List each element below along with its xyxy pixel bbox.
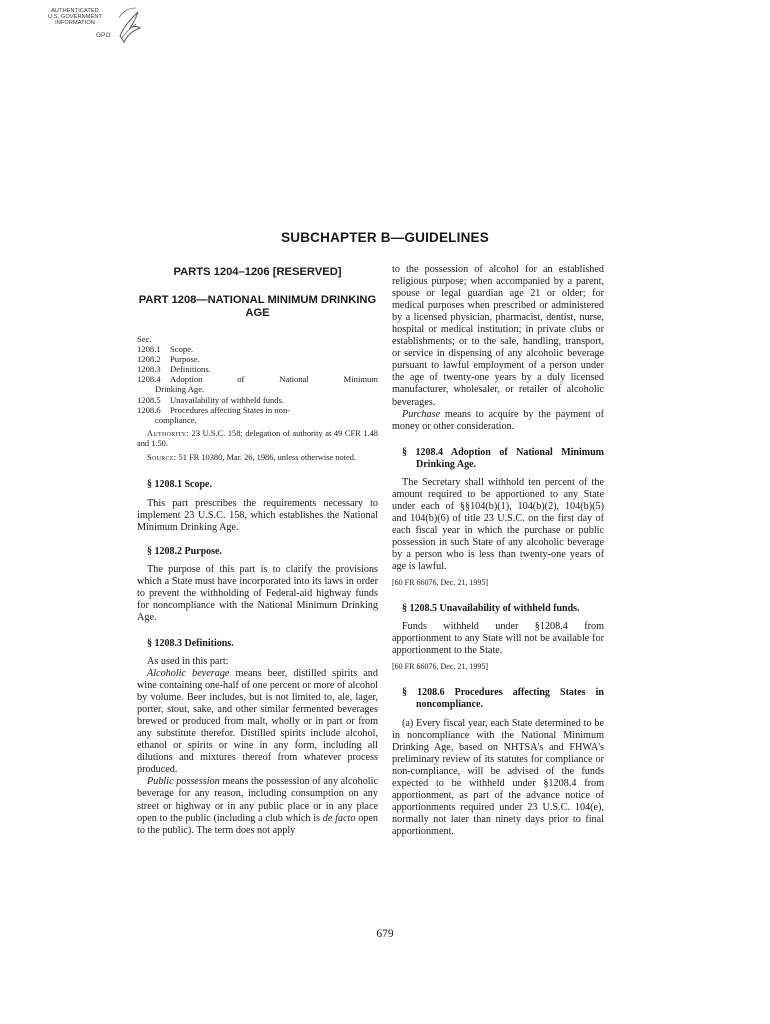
toc-section-number: 1208.4 bbox=[137, 374, 161, 385]
eagle-icon bbox=[116, 6, 142, 46]
defined-term: Public possession bbox=[147, 776, 220, 788]
toc-section-number: 1208.3 bbox=[137, 364, 161, 375]
section-1208-5-body: Funds withheld under §1208.4 from apportionment to any State will not be available for apportionment to the State. bbox=[392, 621, 604, 657]
toc-section-title-continued: Drinking Age. bbox=[155, 384, 205, 395]
definition-text: means to acquire by the payment of money or other consideration. bbox=[392, 408, 604, 432]
authority-label: Authority: bbox=[147, 428, 190, 438]
section-1208-6-body: (a) Every fiscal year, each State determined to be in noncompliance with the National Minimum Drinking Age, based on NHTSA's and FHWA's preliminary review of its statutes for compliance or non-compliance, will be advised of the funds expected to be withheld under §1208.4 from apportionment, as part of the advance notice of apportionments required under 23 U.S.C. 104(e), normally not later than ninety days prior to final apportionment. bbox=[392, 717, 604, 837]
toc-section-title: Unavailability of withheld funds. bbox=[170, 394, 285, 405]
section-1208-4-citation: [60 FR 66076, Dec. 21, 1995] bbox=[392, 578, 488, 588]
definition-purchase bbox=[392, 409, 604, 433]
section-1208-1-heading: § 1208.1 Scope. bbox=[147, 479, 212, 491]
section-1208-2-body: The purpose of this part is to clarify the provisions which a State must have incorporated into its laws in order to prevent the withholding of Federal-aid highway funds for noncompliance with the National Minimum Drinking Age. bbox=[137, 563, 378, 623]
right-column bbox=[392, 264, 604, 838]
seal-gpo-label: GPO bbox=[96, 32, 111, 39]
toc-row[interactable] bbox=[137, 374, 378, 384]
toc-row[interactable] bbox=[137, 354, 378, 364]
section-1208-2-heading: § 1208.2 Purpose. bbox=[147, 545, 222, 557]
section-1208-6-heading: § 1208.6 Procedures affecting States in noncompliance. bbox=[402, 687, 604, 711]
toc-section-number: 1208.6 bbox=[137, 404, 161, 415]
definition-alcoholic-beverage bbox=[137, 668, 378, 776]
toc-section-title: Procedures affecting States in non- bbox=[170, 404, 291, 415]
definition-public-possession bbox=[137, 776, 378, 836]
part-title-heading: PART 1208—NATIONAL MINIMUM DRINKING AGE bbox=[138, 294, 377, 319]
toc-section-title: Adoption of National Minimum bbox=[170, 374, 378, 385]
toc-row[interactable] bbox=[137, 344, 378, 354]
left-column bbox=[137, 264, 378, 837]
authority-note bbox=[137, 429, 378, 449]
source-label: Source: bbox=[147, 453, 177, 463]
section-1208-4-body: The Secretary shall withhold ten percent of the amount required to be apportioned to any State under each of §§104(b)(1), 104(b)(2), 104(b)(5) and 104(b)(6) of title 23 U.S.C. on the first day of each fiscal year in which the purchase or public possession in such State of any alcoholic beverage by a person who is less than twenty-one years of age is lawful. bbox=[392, 476, 604, 573]
gpo-authentication-seal bbox=[30, 4, 142, 48]
authority-text: 23 U.S.C. 158; delegation of authority at 49 CFR 1.48 and 1.50. bbox=[137, 428, 378, 449]
definition-text: means the possession of any alcoholic beverage for any reason, including consumption on any street or highway or in any public place or in any place open to the public (including a club which is bbox=[137, 776, 378, 824]
parts-reserved-heading: PARTS 1204–1206 [RESERVED] bbox=[173, 266, 342, 278]
toc-section-number: 1208.2 bbox=[137, 354, 161, 365]
defined-term: Purchase bbox=[402, 408, 441, 420]
italic-latin-phrase: de facto bbox=[322, 812, 356, 824]
definition-text: open to the public). The term does not apply bbox=[137, 812, 378, 836]
source-text: 51 FR 10380, Mar. 26, 1986, unless otherwise noted. bbox=[176, 453, 357, 463]
toc-row[interactable] bbox=[137, 405, 378, 415]
toc-section-title: Purpose. bbox=[170, 354, 200, 365]
table-of-contents bbox=[137, 334, 378, 425]
seal-line-3: INFORMATION bbox=[55, 20, 95, 26]
section-1208-5-citation: [60 FR 66076, Dec. 21, 1995] bbox=[392, 662, 488, 672]
toc-row[interactable] bbox=[137, 364, 378, 374]
section-1208-3-intro: As used in this part: bbox=[147, 655, 229, 667]
seal-line-1: AUTHENTICATED bbox=[51, 8, 99, 14]
toc-sec-label: Sec. bbox=[137, 334, 152, 344]
toc-section-title-continued: compliance. bbox=[155, 414, 197, 425]
seal-text bbox=[30, 8, 120, 26]
toc-section-title: Definitions. bbox=[170, 364, 211, 375]
section-1208-3-heading: § 1208.3 Definitions. bbox=[147, 637, 234, 649]
subchapter-title: SUBCHAPTER B—GUIDELINES bbox=[281, 230, 489, 245]
seal-line-2: U.S. GOVERNMENT bbox=[47, 14, 103, 20]
page-number: 679 bbox=[376, 928, 394, 940]
definition-text: means beer, distilled spirits and wine containing one-half of one percent or more of alcohol by volume. Beer includes, but is not limited to, ale, lager, porter, stout, sake, and other similar fermented beverages brewed or produced from malt, wholly or in part or from any substitute therefor. Distilled spirits include alcohol, ethanol or spirits or wine in any form, including all dilutions and mixtures thereof from whatever process produced. bbox=[137, 668, 378, 776]
toc-section-title: Scope. bbox=[170, 344, 194, 355]
toc-section-number: 1208.1 bbox=[137, 344, 161, 355]
toc-section-number: 1208.5 bbox=[137, 394, 161, 405]
definition-public-possession-continued: to the possession of alcohol for an established religious purpose; when accompanied by a parent, spouse or legal guardian age 21 or older; for medical purposes when prescribed or administered by a licensed physician, pharmacist, dentist, nurse, hospital or medical institution; in private clubs or establishments; or to the sale, handling, transport, or service in dispensing of any alcoholic beverage pursuant to lawful employment of a person under the age of twenty-one years by a duly licensed manufacturer, wholesaler, or retailer of alcoholic beverages. bbox=[392, 264, 604, 408]
section-1208-1-body: This part prescribes the requirements necessary to implement 23 U.S.C. 158, which establishes the National Minimum Drinking Age. bbox=[137, 497, 378, 533]
section-1208-4-heading: § 1208.4 Adoption of National Minimum Drinking Age. bbox=[402, 446, 604, 470]
section-1208-5-heading: § 1208.5 Unavailability of withheld funds. bbox=[402, 603, 580, 615]
defined-term: Alcoholic beverage bbox=[147, 668, 230, 680]
source-note bbox=[137, 453, 378, 463]
toc-row[interactable] bbox=[137, 395, 378, 405]
